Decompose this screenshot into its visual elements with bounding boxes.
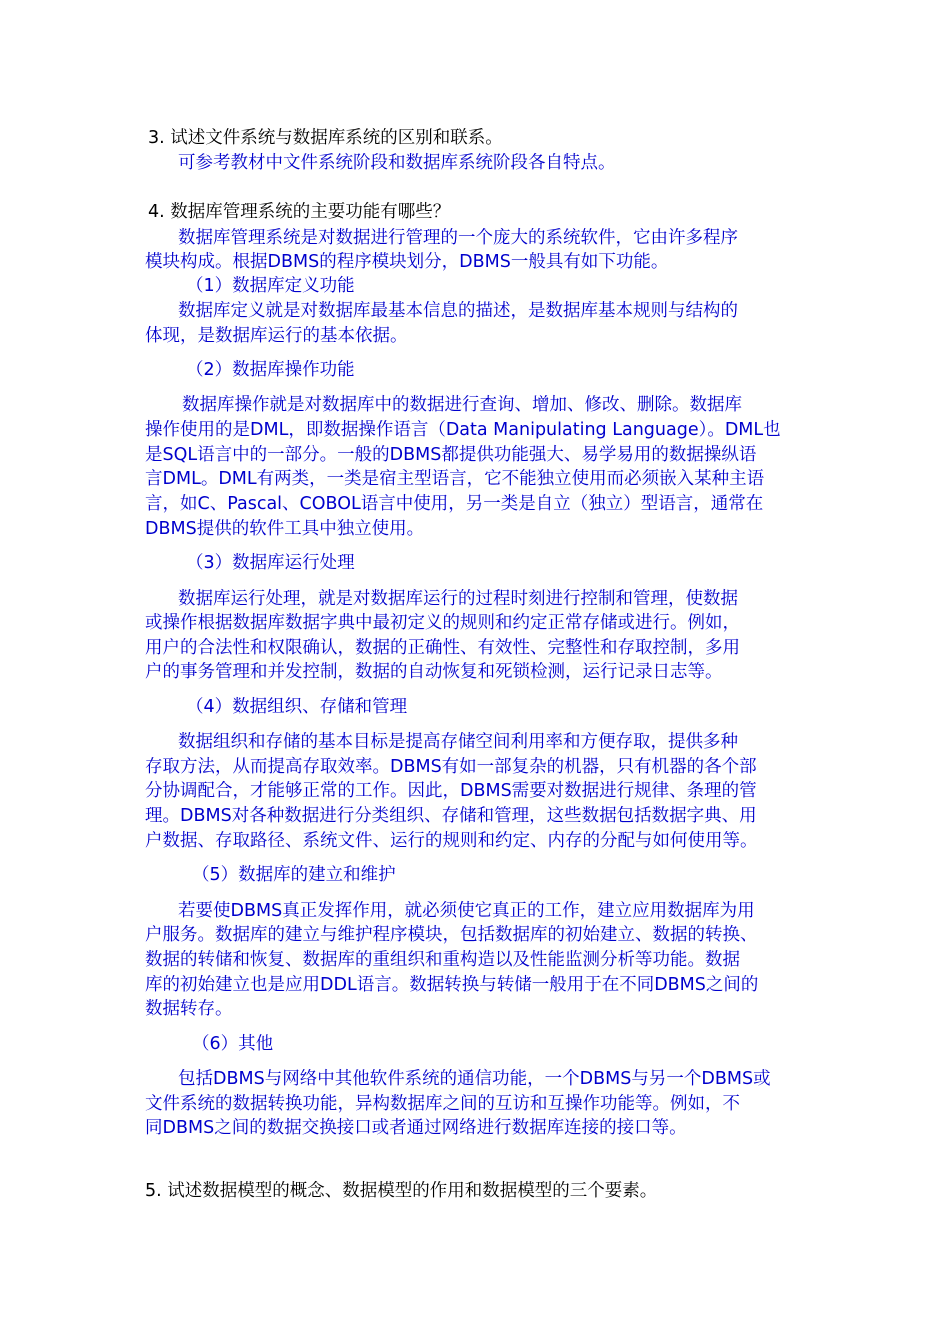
section-3-line: 或操作根据数据库数据字典中最初定义的规则和约定正常存储或进行。例如， xyxy=(145,613,740,633)
section-3-line: 户的事务管理和并发控制，数据的自动恢复和死锁检测，运行记录日志等。 xyxy=(145,662,723,682)
section-5-line: 数据的转储和恢复、数据库的重组织和重构造以及性能监测分析等功能。数据 xyxy=(145,950,740,970)
section-2-line: 是SQL语言中的一部分。一般的DBMS都提供功能强大、易学易用的数据操纵语 xyxy=(145,445,757,465)
section-3-line: 用户的合法性和权限确认，数据的正确性、有效性、完整性和存取控制，多用 xyxy=(145,638,740,658)
question-3-answer: 可参考教材中文件系统阶段和数据库系统阶段各自特点。 xyxy=(178,153,616,173)
section-2-line: 言，如C、Pascal、COBOL语言中使用，另一类是自立（独立）型语言，通常在 xyxy=(145,494,764,514)
section-1-heading: （1）数据库定义功能 xyxy=(186,276,355,296)
section-3-line: 数据库运行处理，就是对数据库运行的过程时刻进行控制和管理，使数据 xyxy=(178,589,738,609)
section-5-heading: （5）数据库的建立和维护 xyxy=(192,865,396,885)
section-2-heading: （2）数据库操作功能 xyxy=(186,360,355,380)
section-5-line: 数据转存。 xyxy=(145,999,233,1019)
section-4-line: 户数据、存取路径、系统文件、运行的规则和约定、内存的分配与如何使用等。 xyxy=(145,831,758,851)
section-4-line: 数据组织和存储的基本目标是提高存储空间利用率和方便存取，提供多种 xyxy=(178,732,738,752)
section-2-line: 言DML。DML有两类，一类是宿主型语言，它不能独立使用而必须嵌入某种主语 xyxy=(145,469,765,489)
question-4-intro-line: 数据库管理系统是对数据进行管理的一个庞大的系统软件，它由许多程序 xyxy=(178,228,738,248)
section-4-heading: （4）数据组织、存储和管理 xyxy=(186,697,408,717)
section-1-line: 数据库定义就是对数据库最基本信息的描述，是数据库基本规则与结构的 xyxy=(178,301,738,321)
section-5-line: 库的初始建立也是应用DDL语言。数据转换与转储一般用于在不同DBMS之间的 xyxy=(145,975,759,995)
question-3-title: 3. 试述文件系统与数据库系统的区别和联系。 xyxy=(148,128,503,148)
section-4-line: 分协调配合，才能够正常的工作。因此，DBMS需要对数据进行规律、条理的管 xyxy=(145,781,757,801)
question-5-title: 5. 试述数据模型的概念、数据模型的作用和数据模型的三个要素。 xyxy=(145,1181,658,1201)
question-4-title: 4. 数据库管理系统的主要功能有哪些？ xyxy=(148,202,451,222)
section-6-line: 文件系统的数据转换功能，异构数据库之间的互访和互操作功能等。例如，不 xyxy=(145,1094,740,1114)
section-2-line: DBMS提供的软件工具中独立使用。 xyxy=(145,519,425,539)
question-4-intro-line: 模块构成。根据DBMS的程序模块划分，DBMS一般具有如下功能。 xyxy=(145,252,669,272)
section-5-line: 若要使DBMS真正发挥作用，就必须使它真正的工作，建立应用数据库为用 xyxy=(178,901,755,921)
section-6-heading: （6）其他 xyxy=(192,1034,274,1054)
section-3-heading: （3）数据库运行处理 xyxy=(186,553,355,573)
section-4-line: 存取方法，从而提高存取效率。DBMS有如一部复杂的机器，只有机器的各个部 xyxy=(145,757,757,777)
section-2-line: 操作使用的是DML，即数据操作语言（Data Manipulating Language）。DML也 xyxy=(145,420,781,440)
section-6-line: 同DBMS之间的数据交换接口或者通过网络进行数据库连接的接口等。 xyxy=(145,1118,687,1138)
section-6-line: 包括DBMS与网络中其他软件系统的通信功能，一个DBMS与另一个DBMS或 xyxy=(178,1069,771,1089)
section-5-line: 户服务。数据库的建立与维护程序模块，包括数据库的初始建立、数据的转换、 xyxy=(145,925,758,945)
section-2-line: 数据库操作就是对数据库中的数据进行查询、增加、修改、删除。数据库 xyxy=(182,395,742,415)
section-1-line: 体现，是数据库运行的基本依据。 xyxy=(145,326,408,346)
section-4-line: 理。DBMS对各种数据进行分类组织、存储和管理，这些数据包括数据字典、用 xyxy=(145,806,757,826)
